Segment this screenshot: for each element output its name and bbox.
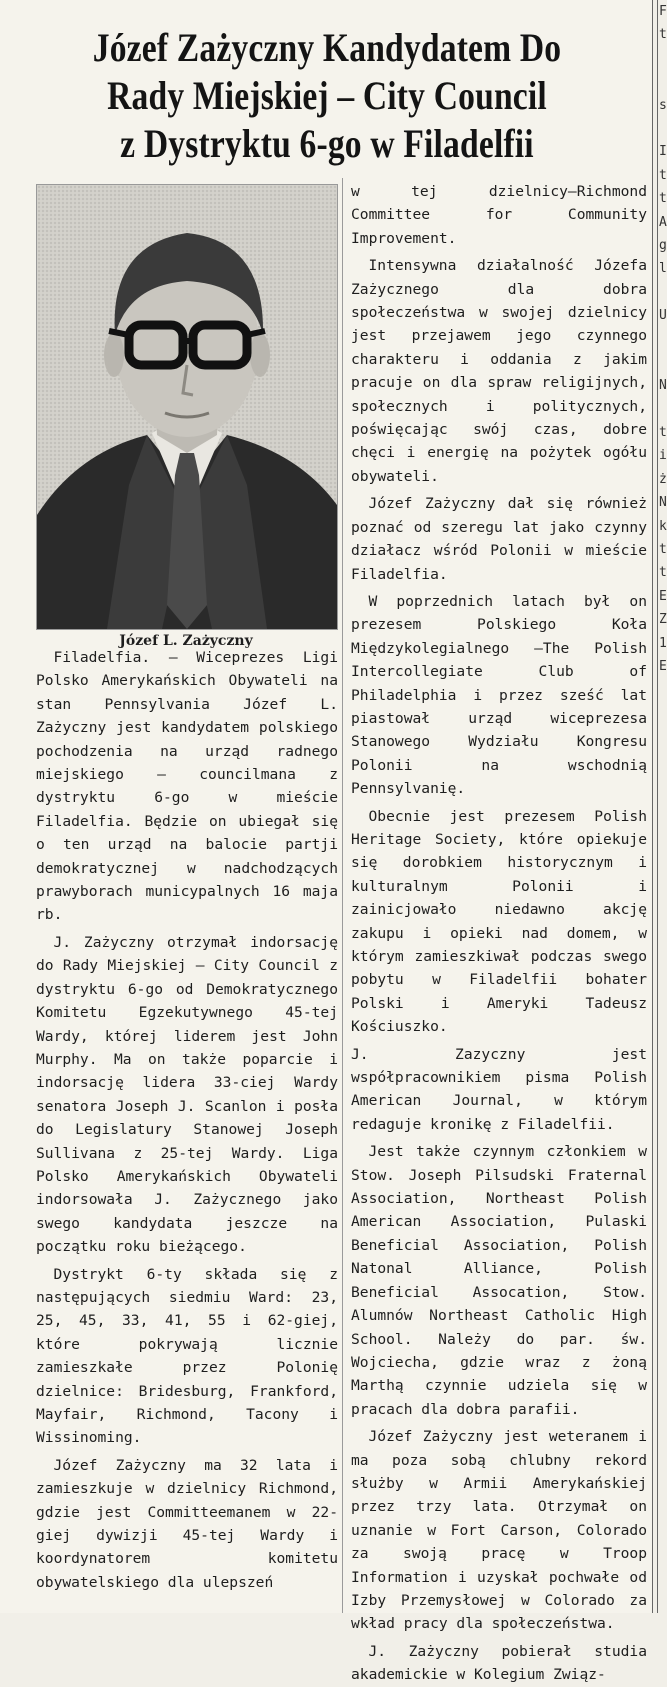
paragraph: Józef Zażyczny ma 32 lata i zamieszkuje w dzielnicy Richmond, gdzie jest Committeemanem w 22-giej dywizji 45-tej Wardy i koordynatorem komitetu obywatelskiego dla ulepszeń (36, 1456, 338, 1591)
paragraph: Jest także czynnym członkiem w Stow. Joseph Pilsudski Fraternal Association, Northeast Polish American Association, Pulaski Beneficial Association, Polish Natonal Alliance, Polish Beneficial Assocation, Stow. Alumnów Northeast Catholic High School. Należy do par. św. Wojciecha, gdzie wraz z żoną Marthą czynnie udziela się w pracach dla dobra parafii. (351, 1143, 647, 1418)
paragraph: Józef Zażyczny dał się również poznać od szeregu lat jako czynny działacz wśród Polonii w mieście Filadelfia. (351, 495, 647, 583)
paragraph: J. Zażyczny pobierał studia akademickie w Kolegium Związ- (351, 1642, 647, 1684)
photo-caption: Józef L. Zażyczny (119, 633, 253, 649)
headline (56, 24, 599, 168)
headline-line-3: z Dystryktu 6-go w Filadelfii (120, 121, 534, 166)
paragraph: Filadelfia. — Wiceprezes Ligi Polsko Amerykańskich Obywateli na stan Pennsylvania Józef L. Zażyczny jest kandydatem polskiego pochodzenia na urząd radnego miejskiego — councilmana z dystryktu 6-go w mieście Filadelfia. Będzie on ubiegał się o ten urząd na balocie partji demokratycznej w nadchodzących prawyborach municypalnych 16 maja rb. (36, 649, 338, 924)
paragraph: Obecnie jest prezesem Polish Heritage Society, które opiekuje się dorobkiem historycznym i kulturalnym Polonii i zainicjowało niedawno akcję zakupu i opieki nad domem, w którym zamieszkiwał podczas swego pobytu w Filadelfii bohater Polski i Ameryki Tadeusz Kościuszko. (351, 807, 647, 1036)
headline-line-1: Józef Zażyczny Kandydatem Do (92, 25, 562, 70)
column-divider (342, 178, 343, 1613)
right-column (351, 180, 647, 1684)
left-column (36, 646, 338, 1613)
portrait-photo (36, 184, 338, 630)
paragraph: W poprzednich latach był on prezesem Polskiego Koła Międzykolegialnego —The Polish Intercollegiate Club of Philadelphia i przez sześć lat piastował urząd wiceprezesa Stanowego Wydziału Kongresu Polonii na wschodnią Pennsylvanię. (351, 592, 647, 798)
paragraph: Dystrykt 6-ty składa się z następujących siedmiu Ward: 23, 25, 45, 33, 41, 55 i 62-giej, które pokrywają licznie zamieszkałe przez Polonię dzielnice: Bridesburg, Frankford, Mayfair, Richmond, Tacony i Wissinoming. (36, 1265, 338, 1447)
paragraph: J. Zażyczny otrzymał indorsację do Rady Miejskiej — City Council z dystryktu 6-go od Demokratycznego Komitetu Egzekutywnego 45-tej Wardy, której liderem jest John Murphy. Ma on także poparcie i indorsację lidera 33-ciej Wardy senatora Joseph J. Scanlon i posła do Legislatury Stanowej Joseph Sullivana z 25-tej Wardy. Liga Polsko Amerykańskich Obywateli indorsowała J. Zażycznego jako swego kandydata jeszcze na początku roku bieżącego. (36, 933, 338, 1256)
portrait-illustration (37, 185, 337, 629)
paragraph: Józef Zażyczny jest weteranem i ma poza sobą chlubny rekord służby w Armii Amerykańskiej przez trzy lata. Otrzymał on uznanie w Fort Carson, Colorado za swoją pracę w Troop Information i uzyskał pochwałe od Izby Przemysłowej w Colorado za wkład pracy dla społeczeństwa. (351, 1428, 647, 1633)
headline-line-2: Rady Miejskiej – City Council (107, 73, 547, 118)
paragraph: Intensywna działalność Józefa Zażycznego dla dobra społeczeństwa w swojej dzielnicy jest przejawem jego czynnego charakteru i oddania z jakim pracuje on dla spraw religijnych, społecznych i politycznych, poświęcając swój czas, dobre chęci i energię na pożytek ogółu obywateli. (351, 257, 647, 485)
paragraph: J. Zazyczny jest współpracownikiem pisma Polish American Journal, w którym redaguje kronikę z Filadelfii. (351, 1045, 647, 1133)
clipping-edge-rule (652, 0, 653, 1613)
adjacent-column-fragment: F t s I t t A g l U N t i ż N k t t E Z 1 E (659, 4, 667, 674)
paragraph: w tej dzielnicy—Richmond Committee for Community Improvement. (351, 183, 647, 247)
clipping-edge-rule (657, 0, 658, 1613)
